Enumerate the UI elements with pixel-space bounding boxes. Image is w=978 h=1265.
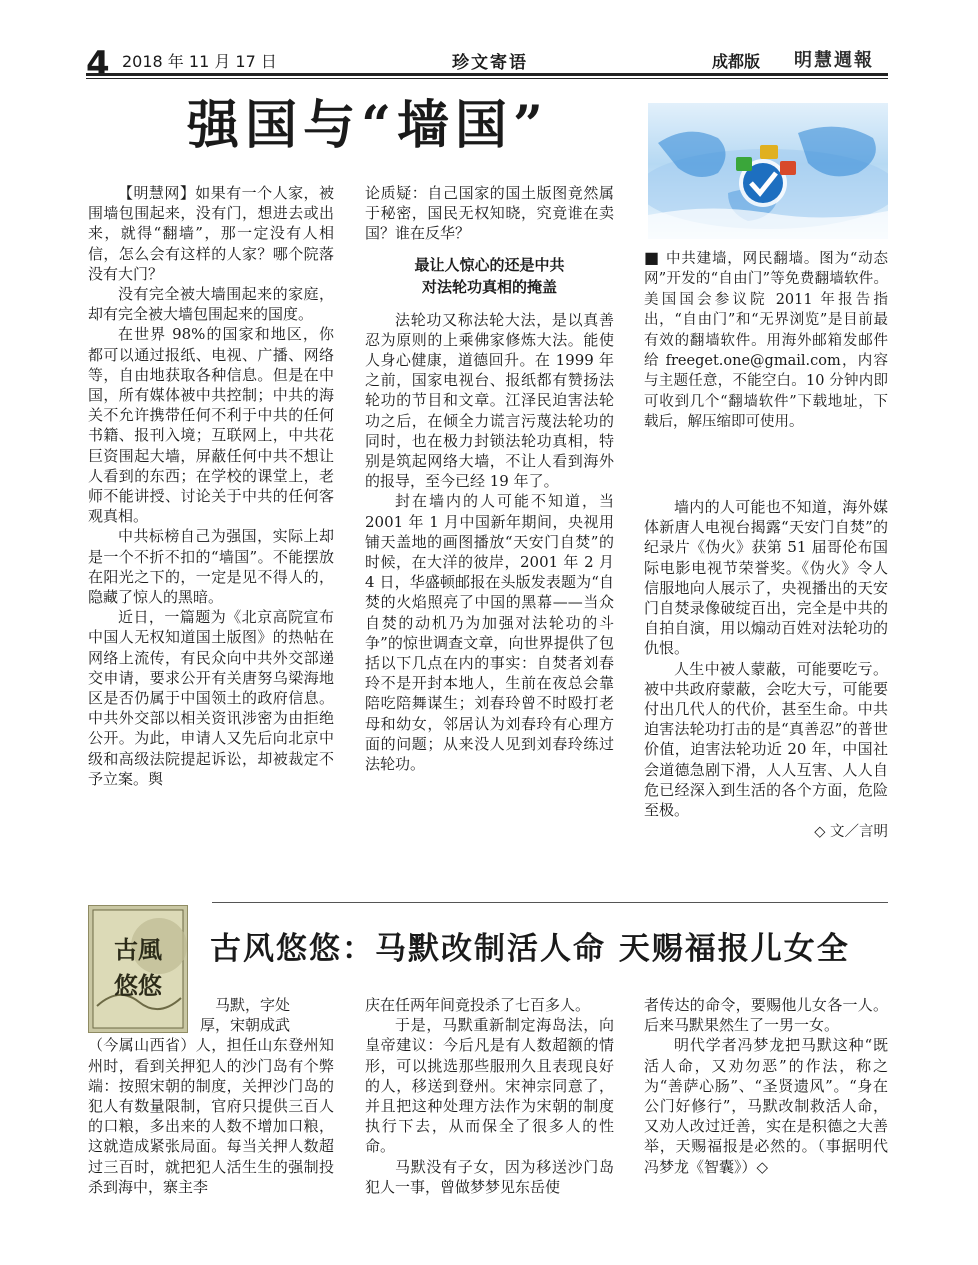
globe-image	[648, 103, 888, 239]
paragraph: （今属山西省）人，担任山东登州知州时，看到关押犯人的沙门岛有个弊端：按照宋朝的制度，关押沙门岛的犯人有数量限制，官府只提供三百人的口粮，多出来的人数不增加口粮，这就造成紧张局面。每当关押人数超过三百时，就把犯人活生生的强制投杀到海中，寨主李	[88, 1036, 334, 1196]
article1-column-2	[365, 183, 614, 774]
page-number: 4	[86, 44, 110, 84]
subheading-line: 最让人惊心的还是中共	[414, 255, 565, 274]
paragraph-continued: 者传达的命令，要赐他儿女各一人。后来马默果然生了一男一女。	[644, 996, 888, 1035]
paragraph: 墙内的人可能也不知道，海外媒体新唐人电视台揭露“天安门自焚”的纪录片《伪火》获第 51 届哥伦布国际电影电视节荣誉奖。《伪火》令人信服地向人展示了，央视播出的天安门自焚录像破绽百出，完全是中共的自拍自演，用以煽动百姓对法轮功的仇恨。	[644, 498, 888, 658]
badge-text-1: 古風	[114, 935, 162, 964]
paragraph: 【明慧网】如果有一个人家，被围墙包围起来，没有门，想进去或出来，就得“翻墙”，那一定没有人相信，怎么会有这样的人家？哪个院落没有大门？	[88, 184, 334, 283]
article-title: 强国与“墙国”	[187, 95, 549, 156]
article-title: 古风悠悠：马默改制活人命 天赐福报儿女全	[210, 931, 850, 967]
masthead-logo: 明慧週報	[794, 50, 874, 71]
section-divider	[212, 902, 888, 903]
paragraph: 于是，马默重新制定海岛法，向皇帝建议：今后凡是有人数超额的情形，可以挑选那些服刑久且表现良好的人，移送到登州。宋神宗同意了，并且把这种处理方法作为宋朝的制度执行下去，从而保全了很多人的性命。	[365, 1016, 614, 1156]
badge-text-2: 悠悠	[114, 971, 162, 1000]
paragraph-first-line: 马默，字处	[215, 996, 291, 1014]
paragraph: 法轮功又称法轮大法，是以真善忍为原则的上乘佛家修炼大法。能使人身心健康，道德回升。在 1999 年之前，国家电视台、报纸都有赞扬法轮功的节目和文章。江泽民迫害法轮功之后，在倾全力谎言污蔑法轮功的同时，也在极力封锁法轮功真相，特别是筑起网络大墙，不让人看到海外的报导，至今已经 19 年了。	[365, 310, 614, 491]
header-rule-thin	[86, 78, 888, 79]
article2-column-2	[365, 995, 614, 1197]
caption-text: 中共建墙，网民翻墙。图为“动态网”开发的“自由门”等免费翻墙软件。美国国会参议院 2011 年报告指出，“自由门”和“无界浏览”是目前最有效的翻墙软件。用海外邮箱发邮件给 freeget.one@gmail.com，内容与主题任意，不能空白。10 分钟内即可收到几个“翻墙软件”下载地址，下载后，解压缩即可使用。	[644, 251, 888, 431]
paragraph: 马默没有子女，因为移送沙门岛犯人一事，曾做梦梦见东岳使	[365, 1157, 614, 1196]
section-title: 珍文寄语	[452, 53, 528, 73]
subheading	[365, 254, 614, 298]
article2-column-3	[644, 995, 888, 1177]
paragraph: 明代学者冯梦龙把马默这种“既活人命，又劝勿恶”的作法，称之为“善萨心肠”、“圣贤遗风”。“身在公门好修行”，马默改制救活人命，又劝人改过迁善，实在是积德之大善举，天赐福报是必然的。（事据明代冯梦龙《智囊》）◇	[644, 1036, 888, 1176]
paragraph: 近日，一篇题为《北京高院宣布 中国人无权知道国土版图》的热帖在网络上流传，有民众向中共外交部递交申请，要求公开有关唐努乌梁海地区是否仍属于中国领土的政府信息。中共外交部以相关资讯涉密为由拒绝公开。为此，申请人又先后向北京中级和高级法院提起诉讼，却被裁定不予立案。舆	[88, 608, 334, 788]
author-signoff: ◇ 文／言明	[814, 824, 888, 841]
article2-column-1	[88, 995, 334, 1197]
world-map-icon	[648, 103, 888, 239]
paragraph: 中共标榜自己为强国，实际上却是一个不折不扣的“墙国”。不能摆放在阳光之下的，一定是见不得人的，隐藏了惊人的黑暗。	[88, 527, 334, 607]
issue-date: 2018 年 11 月 17 日	[122, 52, 277, 71]
paragraph-continued: 论质疑：自己国家的国土版图竟然属于秘密，国民无权知晓，究竟谁在卖国？谁在反华？	[365, 184, 614, 243]
paragraph: 没有完全被大墙围起来的家庭，却有完全被大墙包围起来的国度。	[88, 285, 334, 324]
paragraph: 在世界 98%的国家和地区，你都可以通过报纸、电视、广播、网络等，自由地获取各种信息。但是在中国，所有媒体被中共控制；中共的海关不允许携带任何不利于中共的任何书籍、报刊入境；互联网上，中共花巨资围起大墙，屏蔽任何中共不想让人看到的东西；在学校的课堂上，老师不能讲授、讨论关于中共的任何客观真相。	[88, 325, 334, 526]
subheading-line: 对法轮功真相的掩盖	[421, 277, 557, 296]
paragraph-continued: 庆在任两年间竟投杀了七百多人。	[365, 996, 591, 1014]
paragraph-second-line: 厚，宋朝成武	[200, 1016, 291, 1035]
paragraph: 封在墙内的人可能不知道，当 2001 年 1 月中国新年期间，央视用铺天盖地的画图播放“天安门自焚”的时候，在大洋的彼岸，2001 年 2 月 4 日，华盛顿邮报在头版发表题为“自焚的火焰照亮了中国的黑幕——当众自焚的动机乃为加强对法轮功的斗争”的惊世调查文章，向世界提供了包括以下几点在内的事实：自焚者刘春玲不是开封本地人，生前在夜总会靠陪吃陪舞谋生；刘春玲曾不时殴打老母和幼女，邻居认为刘春玲有心理方面的问题；从来没人见到刘春玲练过法轮功。	[365, 492, 614, 774]
header-rule	[86, 73, 888, 76]
caption-marker: ■	[644, 248, 660, 267]
article1-column-3	[644, 497, 888, 842]
paragraph: 人生中被人蒙蔽，可能要吃亏。被中共政府蒙蔽，会吃大亏，可能要付出几代人的代价，甚至生命。中共迫害法轮功打击的是“真善忍”的普世价值，迫害法轮功近 20 年，中国社会道德急剧下滑，人人互害、人人自危已经深入到生活的各个方面，危险至极。	[644, 659, 888, 820]
article1-column-1	[88, 183, 334, 789]
edition-label: 成都版	[712, 52, 761, 71]
image-caption	[644, 248, 888, 433]
